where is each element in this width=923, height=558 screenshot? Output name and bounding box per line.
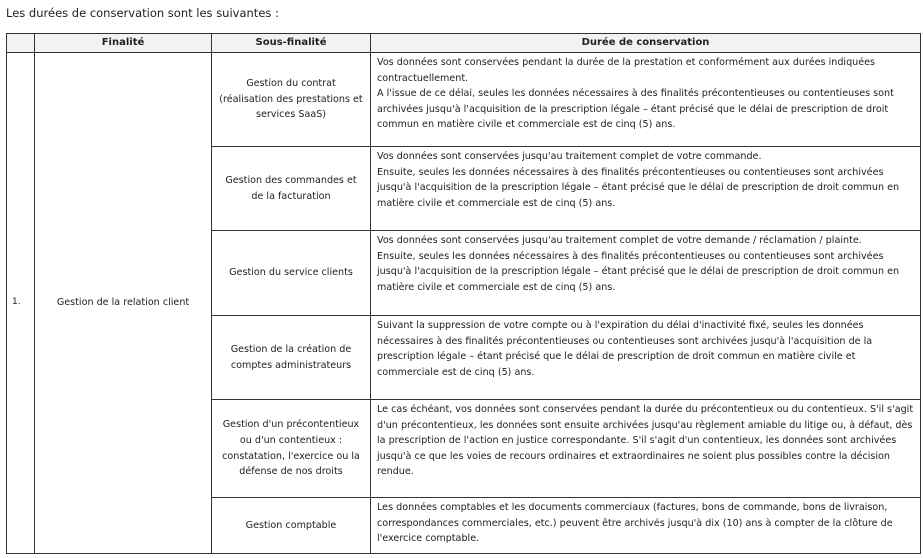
sous-finalite-cell: Gestion du contrat (réalisation des prestations et services SaaS): [212, 53, 371, 147]
intro-text: Les durées de conservation sont les suivantes :: [6, 6, 279, 20]
finalite-cell: Gestion de la relation client: [35, 53, 212, 554]
duree-cell: [371, 316, 921, 400]
duree-paragraph: Le cas échéant, vos données sont conservées pendant la durée du précontentieux ou du contentieux. S'il s'agit d'un précontentieux, les données sont ensuite archivées jusqu'au règlement amiable du litige ou, à défaut, dès la prescription de l'action en justice correspondante. S'il s'agit d'un contentieux, les données sont archivées jusqu'à ce que les voies de recours ordinaires et extraordinaires ne soient plus possibles contre la décision rendue.: [377, 404, 914, 478]
duree-paragraph: Les données comptables et les documents commerciaux (factures, bons de commande, bons de livraison, correspondances commerciales, etc.) peuvent être archivés jusqu'à dix (10) ans à compter de la clôture de l'exercice comptable.: [377, 502, 893, 545]
sous-finalite-cell: Gestion des commandes et de la facturation: [212, 147, 371, 231]
duree-paragraph: Ensuite, seules les données nécessaires à des finalités précontentieuses ou contentieuses sont archivées jusqu'à l'acquisition de la prescription légale – étant précisé que le délai de prescription de droit commun en matière civile et commerciale est de cinq (5) ans.: [377, 166, 900, 209]
table-row: [7, 53, 921, 147]
duree-cell: [371, 231, 921, 316]
duree-paragraph: Vos données sont conservées jusqu'au traitement complet de votre demande / réclamation / plainte.: [377, 235, 862, 246]
duree-cell: [371, 498, 921, 554]
duree-paragraph: Suivant la suppression de votre compte ou à l'expiration du délai d'inactivité fixé, seules les données nécessaires à des finalités précontentieuses ou contentieuses sont archivées jusqu'à l'acquisition de la prescription légale – étant précisé que le délai de prescription de droit commun en matière civile et commerciale est de cinq (5) ans.: [377, 320, 873, 378]
duree-cell: [371, 53, 921, 147]
header-number: [7, 34, 35, 53]
duree-cell: [371, 400, 921, 498]
duree-paragraph: Vos données sont conservées jusqu'au traitement complet de votre commande.: [377, 151, 762, 162]
header-sous-finalite: Sous-finalité: [212, 34, 371, 53]
duree-paragraph: Vos données sont conservées pendant la durée de la prestation et conformément aux durées indiquées contractuellement.: [377, 57, 876, 84]
sous-finalite-cell: Gestion du service clients: [212, 231, 371, 316]
duree-paragraph: A l'issue de ce délai, seules les données nécessaires à des finalités précontentieuses ou contentieuses sont archivées jusqu'à l'acquisition de la prescription légale – étant précisé que le délai de prescription de droit commun en matière civile et commerciale est de cinq (5) ans.: [377, 88, 894, 131]
sous-finalite-cell: Gestion comptable: [212, 498, 371, 554]
header-finalite: Finalité: [35, 34, 212, 53]
sous-finalite-cell: Gestion d'un précontentieux ou d'un contentieux : constatation, l'exercice ou la défense de nos droits: [212, 400, 371, 498]
duree-paragraph: Ensuite, seules les données nécessaires à des finalités précontentieuses ou contentieuses sont archivées jusqu'à l'acquisition de la prescription légale – étant précisé que le délai de prescription de droit commun en matière civile et commerciale est de cinq (5) ans.: [377, 250, 900, 293]
header-duree: Durée de conservation: [371, 34, 921, 53]
table-header-row: [7, 34, 921, 53]
duree-cell: [371, 147, 921, 231]
row-number: 1.: [7, 53, 35, 554]
sous-finalite-cell: Gestion de la création de comptes administrateurs: [212, 316, 371, 400]
retention-table: [6, 33, 921, 554]
